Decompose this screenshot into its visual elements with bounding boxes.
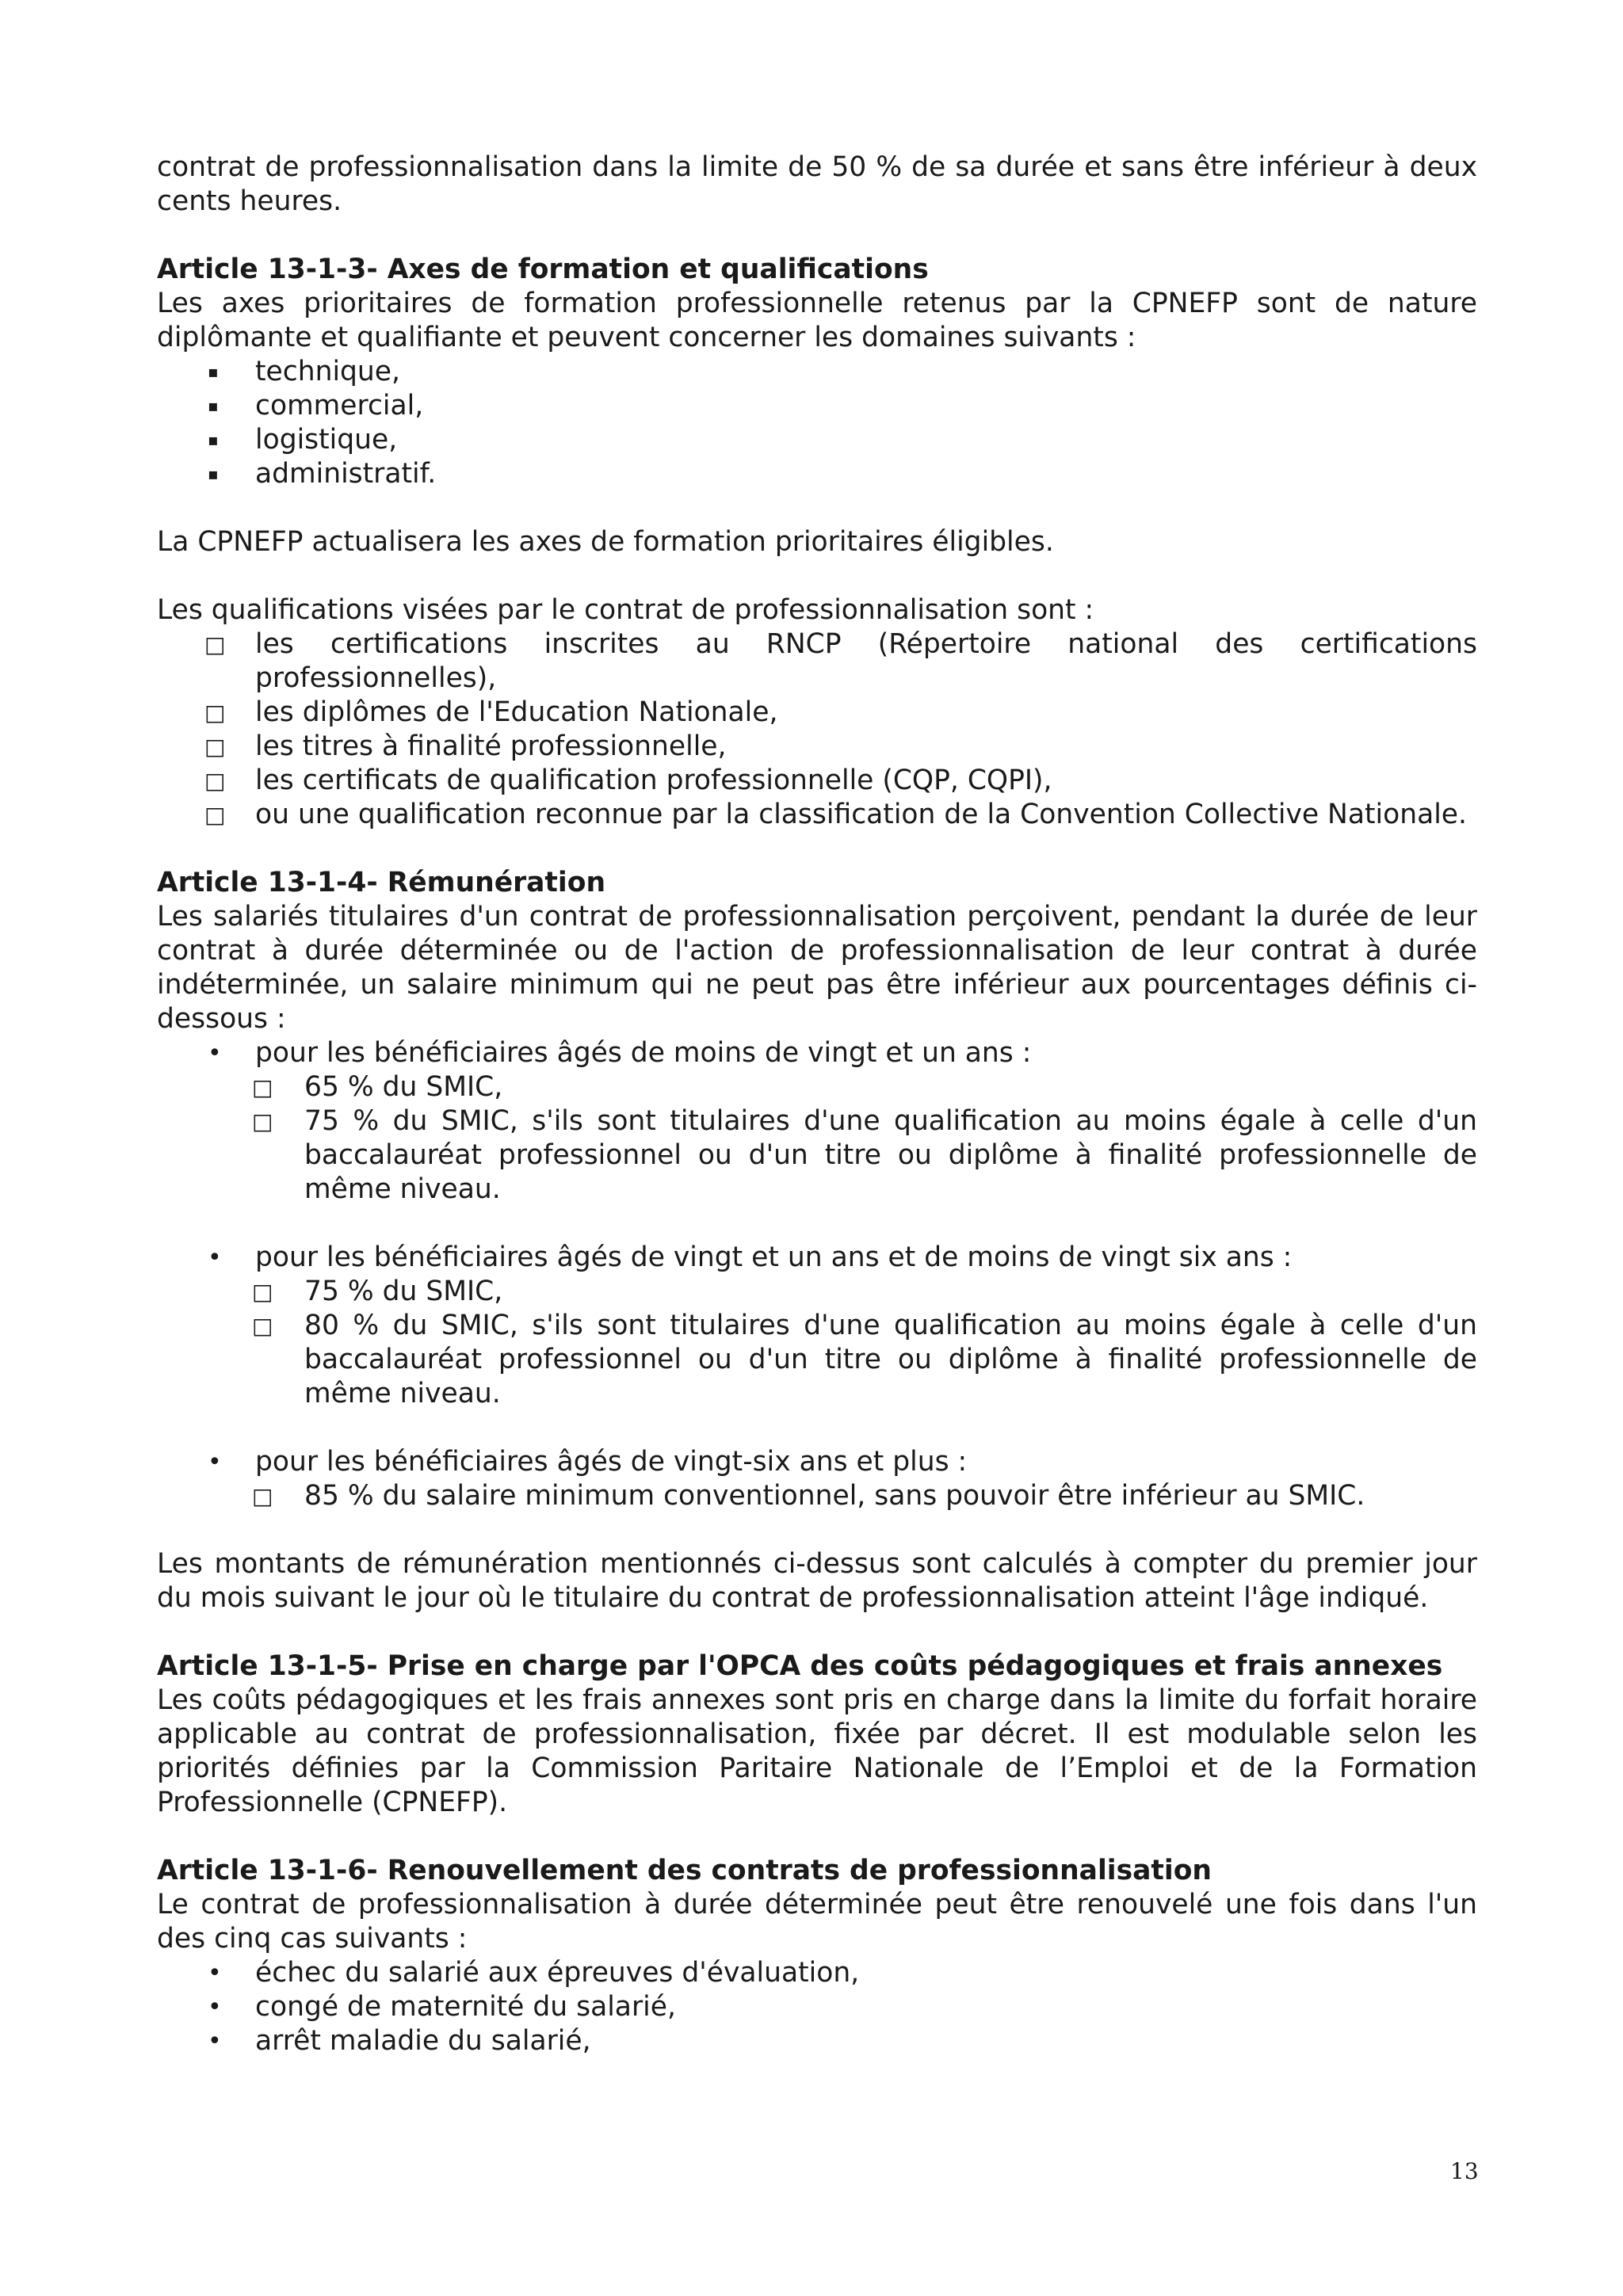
list-item: • pour les bénéficiaires âgés de vingt et un ans et de moins de vingt six ans : <box>208 1241 1293 1273</box>
list-item: • échec du salarié aux épreuves d'évaluation, <box>208 1957 860 1989</box>
dot-bullet-icon: • <box>208 1993 222 2021</box>
article-13-1-6-title: Article 13-1-6- Renouvellement des contrats de professionnalisation <box>157 1855 1212 1886</box>
age-group-list <box>157 1036 1477 1070</box>
article-13-1-4-title: Article 13-1-4- Rémunération <box>157 867 606 898</box>
list-item: • pour les bénéficiaires âgés de vingt-six ans et plus : <box>208 1446 968 1478</box>
domains-list <box>157 355 1477 491</box>
list-item: □ 80 % du SMIC, s'ils sont titulaires d'une qualification au moins égale à celle d'un baccalauréat professionnel ou d'un titre ou diplôme à finalité professionnelle de même niveau. <box>252 1310 1477 1409</box>
checkbox-bullet-icon: □ <box>204 768 226 794</box>
checkbox-bullet-icon: □ <box>204 802 226 828</box>
checkbox-bullet-icon: □ <box>252 1279 273 1305</box>
list-item: • arrêt maladie du salarié, <box>208 2025 591 2057</box>
checkbox-bullet-icon: □ <box>252 1108 273 1135</box>
document-page <box>157 151 1477 2058</box>
list-item: □ ou une qualification reconnue par la classification de la Convention Collective Nationale. <box>204 799 1468 830</box>
age-group-sublist <box>157 1070 1477 1207</box>
age-group-list <box>157 1241 1477 1275</box>
list-item: □ les diplômes de l'Education Nationale, <box>204 696 778 728</box>
article-13-1-5-paragraph: Les coûts pédagogiques et les frais annexes sont pris en charge dans la limite du forfait horaire applicable au contrat de professionnalisation, fixée par décret. Il est modulable selon les priorités définies par la Commission Paritaire Nationale de l’Emploi et de la Formation Professionnelle (CPNEFP). <box>157 1684 1477 1818</box>
checkbox-bullet-icon: □ <box>204 631 226 658</box>
list-item: □ les certifications inscrites au RNCP (Répertoire national des certifications professionnelles), <box>204 628 1477 694</box>
list-item: ▪ commercial, <box>208 390 424 421</box>
list-item: ▪ logistique, <box>208 424 398 456</box>
list-item: ▪ administratif. <box>208 458 437 490</box>
page-number: 13 <box>1450 2158 1479 2184</box>
dot-bullet-icon: • <box>208 1959 222 1987</box>
square-bullet-icon: ▪ <box>208 362 219 381</box>
list-item: □ 65 % du SMIC, <box>252 1071 503 1103</box>
checkbox-bullet-icon: □ <box>252 1074 273 1100</box>
dot-bullet-icon: • <box>208 1244 222 1272</box>
dot-bullet-icon: • <box>208 2027 222 2055</box>
dot-bullet-icon: • <box>208 1448 222 1476</box>
article-13-1-5-title: Article 13-1-5- Prise en charge par l'OPCA des coûts pédagogiques et frais annexes <box>157 1650 1443 1682</box>
qualifications-intro: Les qualifications visées par le contrat de professionnalisation sont : <box>157 594 1094 626</box>
list-item: □ 85 % du salaire minimum conventionnel, sans pouvoir être inférieur au SMIC. <box>252 1480 1365 1512</box>
list-item: ▪ technique, <box>208 356 400 387</box>
article-13-1-6-paragraph: Le contrat de professionnalisation à durée déterminée peut être renouvelé une fois dans l'un des cinq cas suivants : <box>157 1889 1477 1955</box>
list-item: • pour les bénéficiaires âgés de moins de vingt et un ans : <box>208 1037 1032 1069</box>
remuneration-note: Les montants de rémunération mentionnés ci-dessus sont calculés à compter du premier jour du mois suivant le jour où le titulaire du contrat de professionnalisation atteint l'âge indiqué. <box>157 1548 1477 1614</box>
list-item: □ 75 % du SMIC, s'ils sont titulaires d'une qualification au moins égale à celle d'un baccalauréat professionnel ou d'un titre ou diplôme à finalité professionnelle de même niveau. <box>252 1105 1477 1205</box>
age-group-list <box>157 1445 1477 1479</box>
intro-paragraph: contrat de professionnalisation dans la limite de 50 % de sa durée et sans être inférieur à deux cents heures. <box>157 151 1477 217</box>
checkbox-bullet-icon: □ <box>252 1313 273 1339</box>
checkbox-bullet-icon: □ <box>252 1483 273 1509</box>
square-bullet-icon: ▪ <box>208 396 219 415</box>
article-13-1-4-paragraph: Les salariés titulaires d'un contrat de professionnalisation perçoivent, pendant la durée de leur contrat à durée déterminée ou de l'action de professionnalisation de leur contrat à durée indéterminée, un salaire minimum qui ne peut pas être inférieur aux pourcentages définis ci-dessous : <box>157 901 1477 1035</box>
age-group-sublist <box>157 1275 1477 1411</box>
article-13-1-3-title: Article 13-1-3- Axes de formation et qualifications <box>157 254 929 285</box>
list-item: □ les titres à finalité professionnelle, <box>204 730 727 762</box>
cpnefp-paragraph: La CPNEFP actualisera les axes de formation prioritaires éligibles. <box>157 526 1054 558</box>
qualifications-list <box>157 627 1477 832</box>
checkbox-bullet-icon: □ <box>204 700 226 726</box>
dot-bullet-icon: • <box>208 1039 222 1067</box>
list-item: • congé de maternité du salarié, <box>208 1991 676 2023</box>
age-group-sublist <box>157 1479 1477 1513</box>
square-bullet-icon: ▪ <box>208 430 219 449</box>
article-13-1-3-paragraph: Les axes prioritaires de formation professionnelle retenus par la CPNEFP sont de nature diplômante et qualifiante et peuvent concerner les domaines suivants : <box>157 288 1477 353</box>
list-item: □ les certificats de qualification professionnelle (CQP, CQPI), <box>204 765 1052 796</box>
list-item: □ 75 % du SMIC, <box>252 1276 503 1307</box>
square-bullet-icon: ▪ <box>208 464 219 483</box>
renewal-cases-list <box>157 1956 1477 2058</box>
checkbox-bullet-icon: □ <box>204 734 226 760</box>
